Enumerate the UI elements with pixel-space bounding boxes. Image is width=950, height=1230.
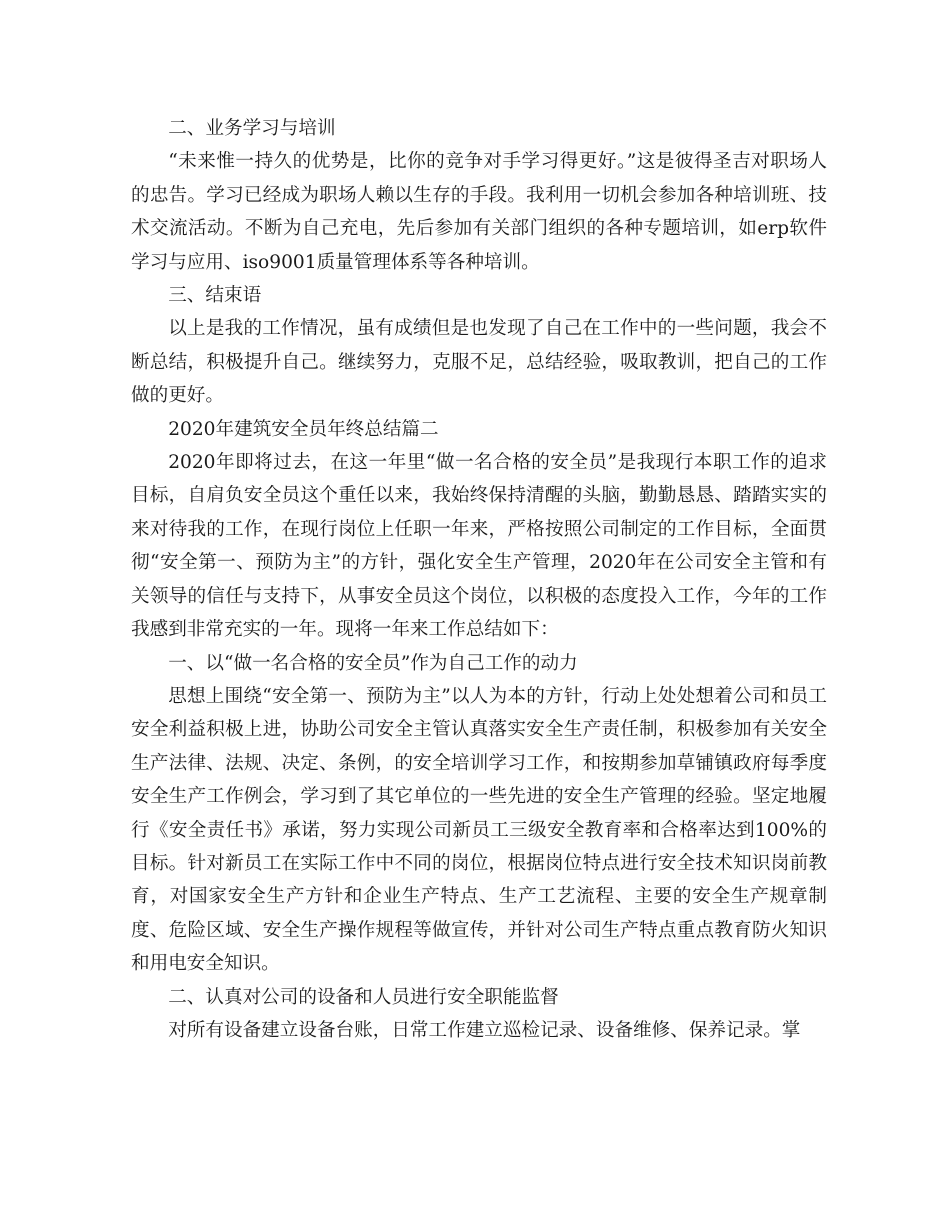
document-body	[131, 112, 827, 1047]
paragraph-intro: 2020年即将过去，在这一年里“做一名合格的安全员”是我现行本职工作的追求目标，自肩负安全员这个重任以来，我始终保持清醒的头脑，勤勤恳恳、踏踏实实的来对待我的工作，在现行岗位上任职一年来，严格按照公司制定的工作目标，全面贯彻“安全第一、预防为主”的方针，强化安全生产管理，2020年在公司安全主管和有关领导的信任与支持下，从事安全员这个岗位，以积极的态度投入工作，今年的工作我感到非常充实的一年。现将一年来工作总结如下：	[131, 452, 827, 641]
section-heading-training: 二、业务学习与培训	[168, 118, 336, 139]
section-heading-supervision: 二、认真对公司的设备和人员进行安全职能监督	[168, 986, 559, 1008]
article-title-part-two: 2020年建筑安全员年终总结篇二	[168, 418, 439, 440]
section-heading-motivation: 一、以“做一名合格的安全员”作为自己工作的动力	[168, 652, 578, 674]
paragraph-supervision: 对所有设备建立设备台账，日常工作建立巡检记录、设备维修、保养记录。掌	[168, 1019, 801, 1041]
section-heading-conclusion: 三、结束语	[168, 285, 262, 307]
paragraph-motivation: 思想上围绕“安全第一、预防为主”以人为本的方针，行动上处处想着公司和员工安全利益积极上进，协助公司安全主管认真落实安全生产责任制，积极参加有关安全生产法律、法规、决定、条例，的安全培训学习工作，和按期参加草铺镇政府每季度安全生产工作例会，学习到了其它单位的一些先进的安全生产管理的经验。坚定地履行《安全责任书》承诺，努力实现公司新员工三级安全教育率和合格率达到100%的目标。针对新员工在实际工作中不同的岗位，根据岗位特点进行安全技术知识岗前教育，对国家安全生产方针和企业生产特点、生产工艺流程、主要的安全生产规章制度、危险区域、安全生产操作规程等做宣传，并针对公司生产特点重点教育防火知识和用电安全知识。	[131, 685, 827, 975]
paragraph-conclusion: 以上是我的工作情况，虽有成绩但是也发现了自己在工作中的一些问题，我会不断总结，积极提升自己。继续努力，克服不足，总结经验，吸取教训，把自己的工作做的更好。	[131, 318, 827, 407]
paragraph-training: “未来惟一持久的优势是，比你的竞争对手学习得更好。”这是彼得圣吉对职场人的忠告。学习已经成为职场人赖以生存的手段。我利用一切机会参加各种培训班、技术交流活动。不断为自己充电，先后参加有关部门组织的各种专题培训，如erp软件学习与应用、iso9001质量管理体系等各种培训。	[131, 151, 827, 273]
